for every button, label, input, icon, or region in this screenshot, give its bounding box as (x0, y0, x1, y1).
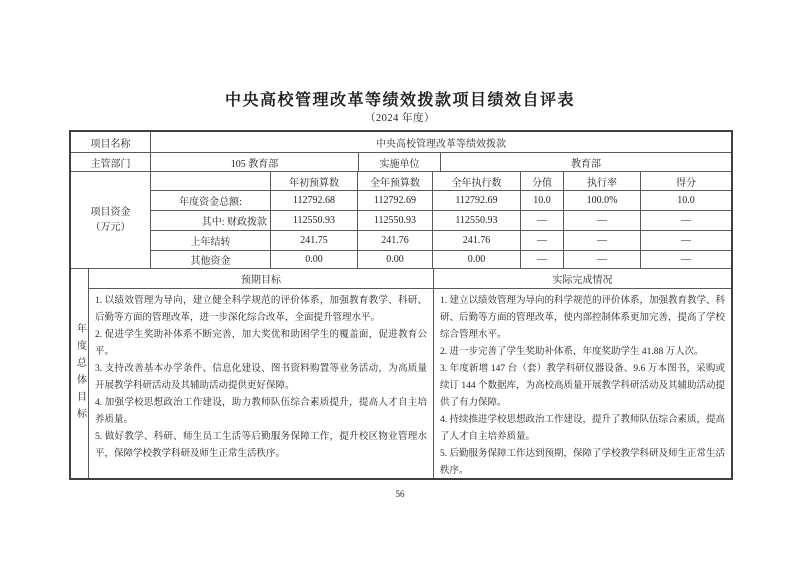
funds-other-score-value: — (521, 251, 564, 268)
annual-goals-label-cell (71, 269, 89, 478)
project-name-value: 中央高校管理改革等绩效拨款 (376, 138, 506, 150)
project-funds-grid (151, 172, 731, 268)
funds-carryover-executed: 241.76 (433, 231, 521, 250)
authority-value: 105 教育部 (151, 153, 359, 171)
funds-total-execution-rate: 100.0% (564, 191, 641, 210)
implementing-unit-value: 教育部 (571, 158, 601, 170)
annual-goals-section (71, 269, 731, 478)
funds-total-executed: 112792.69 (433, 191, 521, 210)
actual-completion-text (434, 289, 731, 478)
funds-other-initial: 0.00 (271, 251, 358, 268)
funds-total-annual: 112792.69 (358, 191, 433, 210)
funds-fiscal-initial: 112550.93 (271, 211, 358, 230)
annual-goals-grid (89, 269, 731, 478)
annual-goals-label: 年度总体目标 (74, 322, 86, 425)
funds-carryover-initial: 241.75 (271, 231, 358, 250)
actual-completion-item-2: 2. 进一步完善了学生奖助补体系，年度奖助学生 41.88 万人次。 (440, 347, 704, 357)
funds-header-score-value: 分值 (521, 172, 564, 190)
actual-completion-item-3: 3. 年度新增 147 台（套）教学科研仪器设备、9.6 万本图书，采购或续订 144 个数据库，为高校高质量开展教学科研活动及其辅助活动提供了有力保障。 (440, 364, 726, 408)
funds-carryover-score: — (681, 235, 691, 246)
funds-total-initial: 112792.68 (271, 191, 358, 210)
funds-total-score: 10.0 (677, 195, 695, 206)
expected-goal-item-4: 4. 加强学校思想政治工作建设，助力教师队伍综合素质提升，提高人才自主培养质量。 (95, 398, 427, 425)
funds-other-annual: 0.00 (358, 251, 433, 268)
project-funds-label-line2: （万元） (90, 222, 131, 233)
funds-other-score: — (681, 254, 691, 265)
funds-header-initial-budget: 年初预算数 (271, 172, 358, 190)
implementing-unit-label: 实施单位 (359, 153, 441, 171)
authority-label: 主管部门 (71, 153, 151, 171)
funds-header-row (151, 172, 731, 191)
actual-completion-item-1: 1. 建立以绩效管理为导向的科学规范的评价体系，加强教育教学、科研、后勤等方面的管理改革，使内部控制体系更加完善，提高了学校综合管理水平。 (440, 296, 726, 340)
funds-header-score: 得分 (676, 177, 696, 189)
project-name-row (71, 132, 731, 153)
funds-header-blank (151, 172, 271, 190)
funds-header-execution-rate: 执行率 (564, 172, 641, 190)
funds-fiscal-executed: 112550.93 (433, 211, 521, 230)
actual-completion-header: 实际完成情况 (552, 275, 613, 286)
project-funds-section (71, 172, 731, 269)
expected-goal-item-1: 1. 以绩效管理为导向，建立健全科学规范的评价体系，加强教育教学、科研、后勤等方面的管理改革，进一步深化综合改革，全面提升管理水平。 (95, 296, 427, 323)
document-subtitle: （2024 年度） (364, 113, 436, 124)
funds-row-fiscal-label: 其中: 财政拨款 (151, 211, 271, 230)
funds-fiscal-annual: 112550.93 (358, 211, 433, 230)
funds-header-annual-execution: 全年执行数 (433, 172, 521, 190)
funds-row-carryover-label: 上年结转 (151, 231, 271, 250)
expected-goal-item-2: 2. 促进学生奖助补体系不断完善，加大奖优和助困学生的覆盖面，促进教育公平。 (95, 330, 427, 357)
goals-body-row (89, 289, 731, 478)
funds-other-execution-rate: — (564, 251, 641, 268)
expected-goals-header: 预期目标 (89, 269, 434, 288)
funds-row-other (151, 251, 731, 268)
funds-fiscal-score-value: — (521, 211, 564, 230)
funds-row-total-label: 年度资金总额: (151, 191, 271, 210)
expected-goals-text (89, 289, 434, 478)
actual-completion-item-5: 5. 后勤服务保障工作达到预期，保障了学校教学科研及师生正常生活秩序。 (440, 449, 726, 476)
project-name-label: 项目名称 (71, 132, 151, 152)
goals-header-row (89, 269, 731, 289)
funds-row-carryover (151, 231, 731, 251)
funds-total-score-value: 10.0 (521, 191, 564, 210)
funds-carryover-score-value: — (521, 231, 564, 250)
page-number: 56 (395, 489, 405, 499)
funds-carryover-annual: 241.76 (358, 231, 433, 250)
funds-row-other-label: 其他资金 (151, 251, 271, 268)
project-funds-label (71, 172, 151, 268)
actual-completion-item-4: 4. 持续推进学校思想政治工作建设，提升了教师队伍综合素质，提高了人才自主培养质量。 (440, 415, 726, 442)
funds-carryover-execution-rate: — (564, 231, 641, 250)
funds-fiscal-score: — (681, 215, 691, 226)
self-evaluation-table (69, 130, 733, 480)
funds-fiscal-execution-rate: — (564, 211, 641, 230)
funds-header-annual-budget: 全年预算数 (358, 172, 433, 190)
funds-other-executed: 0.00 (433, 251, 521, 268)
funds-row-fiscal (151, 211, 731, 231)
authority-row (71, 153, 731, 172)
expected-goal-item-3: 3. 支持改善基本办学条件、信息化建设、图书资料购置等业务活动，为高质量开展教学科研活动及其辅助活动提供更好保障。 (95, 364, 427, 391)
project-funds-label-line1: 项目资金 (90, 207, 131, 218)
expected-goal-item-5: 5. 做好教学、科研、师生员工生活等后勤服务保障工作，提升校区物业管理水平，保障学校教学科研及师生正常生活秩序。 (95, 432, 427, 459)
funds-row-total (151, 191, 731, 211)
document-title: 中央高校管理改革等绩效拨款项目绩效自评表 (224, 92, 575, 109)
